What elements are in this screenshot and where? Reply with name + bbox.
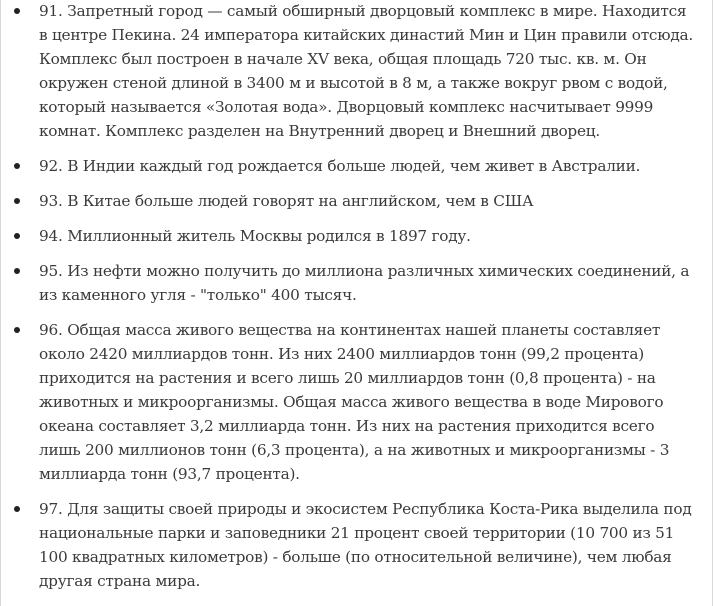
list-item (1, 224, 713, 248)
list-item-text: 95. Из нефти можно получить до миллиона различных химических соединений, а из каменного угля - "только" 400 тысяч. (39, 262, 690, 304)
bullet-icon (14, 233, 20, 239)
list-item (1, 189, 713, 213)
list-item-text: 97. Для защиты своей природы и экосистем Республика Коста-Рика выделила под национальные парки и заповедники 21 процент своей территории (10 700 из 51 100 квадратных километров) - больше (по относительной величине), чем любая другая страна мира. (39, 500, 692, 590)
list-item-text: 94. Миллионный житель Москвы родился в 1897 году. (39, 227, 471, 245)
bullet-icon (14, 268, 20, 274)
bullet-icon (14, 8, 20, 14)
list-item (1, 318, 713, 486)
bullet-icon (14, 506, 20, 512)
bullet-icon (14, 163, 20, 169)
list-item-text: 92. В Индии каждый год рождается больше людей, чем живет в Австралии. (39, 157, 641, 175)
list-item-text: 96. Общая масса живого вещества на континентах нашей планеты составляет около 2420 миллиардов тонн. Из них 2400 миллиардов тонн (99,2 процента) приходится на растения и всего лишь 20 миллиардов тонн (0,8 процента) - на животных и микроорганизмы. Общая масса живого вещества в воде Мирового океана составляет 3,2 миллиарда тонн. Из них на растения приходится всего лишь 200 миллионов тонн (6,3 процента), а на животных и микроорганизмы - 3 миллиарда тонн (93,7 процента). (39, 321, 670, 483)
bullet-icon (14, 198, 20, 204)
bullet-icon (14, 327, 20, 333)
list-item-text: 93. В Китае больше людей говорят на английском, чем в США (39, 192, 534, 210)
list-item (1, 154, 713, 178)
list-item-text: 91. Запретный город — самый обширный дворцовый комплекс в мире. Находится в центре Пекина. 24 императора китайских династий Мин и Цин правили отсюда. Комплекс был построен в начале XV века, общая площадь 720 тыс. кв. м. Он окружен стеной длиной в 3400 м и высотой в 8 м, а также вокруг рвом с водой, который называется «Золотая вода». Дворцовый комплекс насчитывает 9999 комнат. Комплекс разделен на Внутренний дворец и Внешний дворец. (39, 2, 693, 140)
facts-list (1, 0, 713, 604)
list-item (1, 0, 713, 143)
list-item (1, 259, 713, 307)
list-item (1, 497, 713, 593)
